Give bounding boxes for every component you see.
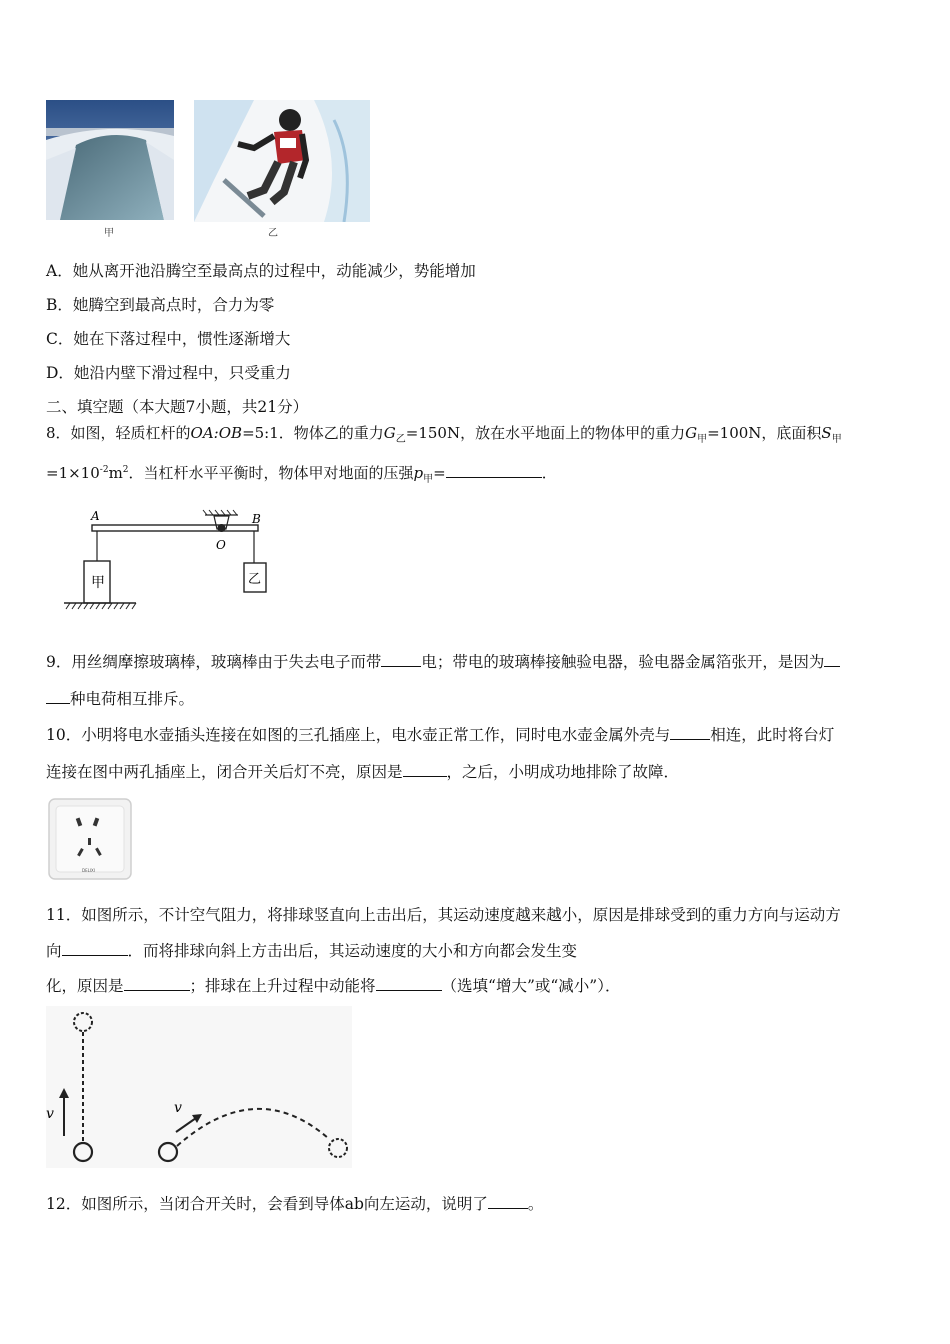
snowboarder-photo [194, 100, 370, 222]
q9-blank-2a[interactable] [824, 652, 840, 667]
q8-answer-blank[interactable] [446, 463, 542, 478]
q11-line-3: 化，原因是 ；排球在上升过程中动能将 （选填“增大”或“减小”）． [46, 977, 621, 995]
q10-line-2: 连接在图中两孔插座上，闭合开关后灯不亮，原因是 ，之后，小明成功地排除了故障． [46, 763, 680, 781]
q7-option-c: C．她在下落过程中，惯性逐渐增大 [46, 330, 291, 348]
q12-line: 12．如图所示，当闭合开关时，会看到导体ab向左运动，说明了 。 [46, 1195, 544, 1213]
q11-line-1: 11．如图所示，不计空气阻力，将排球竖直向上击出后，其运动速度越来越小，原因是排球受到的重力方向与运动方 [46, 906, 841, 924]
q9-blank-1[interactable] [381, 652, 421, 667]
box-yi-label: 乙 [248, 572, 262, 587]
q9-line-2: 种电荷相互排斥。 [46, 689, 194, 709]
velocity-label-vertical: v [46, 1106, 54, 1122]
q11-blank-1[interactable] [62, 941, 128, 956]
q7-option-d: D．她沿内壁下滑过程中，只受重力 [46, 364, 291, 382]
label-b: B [252, 512, 261, 526]
section-heading: 二、填空题（本大题7小题，共21分） [46, 398, 309, 416]
q8-line-2: $=1\times 10^{-2}m^2$．当杠杆水平平衡时，物体甲对地面的压强$p_甲=$ ． [46, 464, 557, 485]
q11-blank-2[interactable] [124, 976, 190, 991]
wall-socket-image [48, 798, 132, 880]
q11-blank-3[interactable] [376, 976, 442, 991]
q7-option-b: B．她腾空到最高点时，合力为零 [46, 296, 275, 314]
q9-blank-2b[interactable] [46, 689, 70, 704]
q9-line-1: 9．用丝绸摩擦玻璃棒，玻璃棒由于失去电子而带 电；带电的玻璃棒接触验电器，验电器金属箔张开，是因为 [46, 652, 840, 672]
volleyball-figure [46, 1006, 352, 1168]
label-o: O [216, 538, 226, 552]
q10-blank-1[interactable] [670, 725, 710, 740]
socket-brand: DELIXI [82, 868, 95, 873]
q7-option-a: A．她从离开池沿腾空至最高点的过程中，动能减少，势能增加 [46, 262, 476, 280]
lever-figure [60, 505, 280, 615]
photo-caption-right: 乙 [268, 228, 278, 239]
halfpipe-photo [46, 100, 174, 220]
q10-line-1: 10．小明将电水壶插头连接在如图的三孔插座上，电水壶正常工作，同时电水壶金属外壳与 相连，此时将台灯 [46, 726, 835, 744]
photo-caption-left: 甲 [104, 228, 114, 239]
q11-line-2: 向 ．而将排球向斜上方击出后，其运动速度的大小和方向都会发生变 [46, 942, 578, 960]
label-a: A [91, 509, 100, 523]
q10-blank-2[interactable] [403, 762, 447, 777]
q8-line-1: 8．如图，轻质杠杆的OA:OB=5:1．物体乙的重力$G_乙=150N$，放在水平地面上的物体甲的重力$G_甲=100N$，底面积$S_甲$ [46, 424, 842, 445]
velocity-label-oblique: v [174, 1100, 182, 1116]
q12-blank[interactable] [488, 1194, 528, 1209]
box-jia-label: 甲 [91, 575, 105, 591]
